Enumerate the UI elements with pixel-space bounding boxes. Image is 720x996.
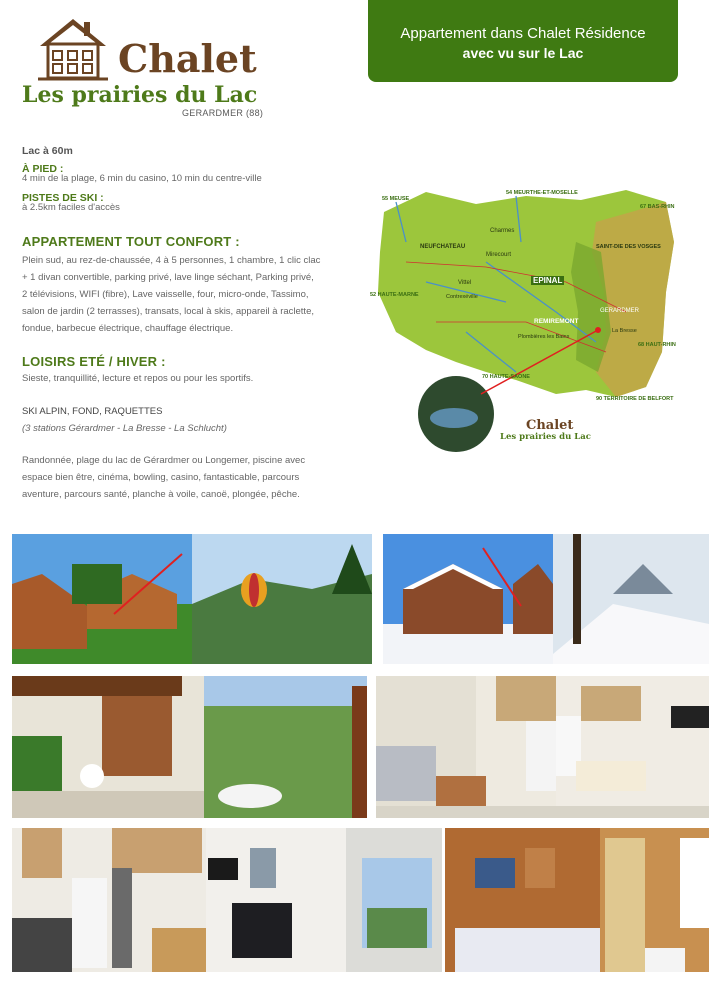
walking-text: 4 min de la plage, 6 min du casino, 10 min du centre-ville [22, 173, 262, 184]
map-place: NEUFCHATEAU [420, 244, 466, 250]
photo-terrace-garden [12, 676, 367, 818]
map-region: 54 MEURTHE-ET-MOSELLE [506, 190, 578, 196]
map-region: 52 HAUTE-MARNE [370, 292, 419, 298]
map-place: Charmes [490, 228, 515, 234]
map-place: Vittel [458, 280, 472, 286]
map-place: EPINAL [533, 276, 563, 285]
walking-label: À PIED : [22, 163, 64, 175]
activities-line: espace bien être, cinéma, bowling, casino, fantasticable, parcours [22, 472, 300, 483]
map-logo-subtitle: Les prairies du Lac [500, 432, 591, 442]
photo-living-kitchen [376, 676, 709, 818]
ski-slopes-label: PISTES DE SKI : [22, 192, 104, 204]
ski-slopes-text: à 2.5km faciles d'accès [22, 202, 120, 213]
chalet-house-icon [36, 16, 110, 82]
comfort-line: + 1 divan convertible, parking privé, lave linge séchant, Parking privé, [22, 272, 314, 283]
ski-stations: (3 stations Gérardmer - La Bresse - La Schlucht) [22, 423, 227, 434]
map-place: Plombières les Bains [518, 334, 570, 340]
comfort-heading: APPARTEMENT TOUT CONFORT : [22, 234, 240, 249]
activities-line: Randonnée, plage du lac de Gérardmer ou Longemer, piscine avec [22, 455, 306, 466]
comfort-line: Plein sud, au rez-de-chaussée, 4 à 5 personnes, 1 chambre, 1 clic clac [22, 255, 321, 266]
map-place: Mirecourt [486, 252, 512, 258]
banner-line-1: Appartement dans Chalet Résidence [400, 25, 646, 42]
leisure-text: Sieste, tranquillité, lecture et repos ou pour les sportifs. [22, 373, 254, 384]
logo-subtitle: Les prairies du Lac [22, 82, 258, 108]
photo-bedroom [445, 828, 709, 972]
comfort-line: salon de jardin (2 terrasses), transats, local à skis, appareil à raclette, [22, 306, 314, 317]
photo-kitchen-lounge [12, 828, 442, 972]
map-place: SAINT-DIE DES VOSGES [596, 244, 661, 250]
header-banner [368, 0, 678, 82]
leisure-heading: LOISIRS ETÉ / HIVER : [22, 354, 166, 369]
photo-chalet-winter [383, 534, 709, 664]
map-logo-title: Chalet [526, 418, 574, 433]
map-region: 55 MEUSE [382, 196, 410, 202]
map-region: 70 HAUTE-SAONE [482, 374, 530, 380]
map-place: Contrexéville [446, 294, 478, 300]
comfort-line: fondue, barbecue électrique, chauffage électrique. [22, 323, 234, 334]
comfort-list [22, 252, 352, 337]
logo-city: GERARDMER (88) [182, 108, 264, 118]
activities-list [22, 452, 352, 503]
activities-line: aventure, parcours santé, planche à voile, canoë, plongée, pêche. [22, 489, 300, 500]
map-region: 67 BAS-RHIN [640, 204, 675, 210]
vosges-map [366, 182, 682, 452]
comfort-line: 2 télévisions, WIFI (fibre), Lave vaisselle, four, micro-onde, Tassimo, [22, 289, 309, 300]
logo-title: Chalet [118, 36, 257, 81]
map-region: 90 TERRITOIRE DE BELFORT [596, 396, 674, 402]
lake-distance: Lac à 60m [22, 145, 73, 157]
ski-title: SKI ALPIN, FOND, RAQUETTES [22, 406, 163, 417]
map-place: La Bresse [612, 328, 637, 334]
map-place: REMIREMONT [534, 318, 579, 325]
banner-line-2: avec vu sur le Lac [462, 45, 584, 61]
map-region: 68 HAUT-RHIN [638, 342, 676, 348]
map-place: GERARDMER [600, 308, 640, 314]
photo-chalet-summer [12, 534, 372, 664]
